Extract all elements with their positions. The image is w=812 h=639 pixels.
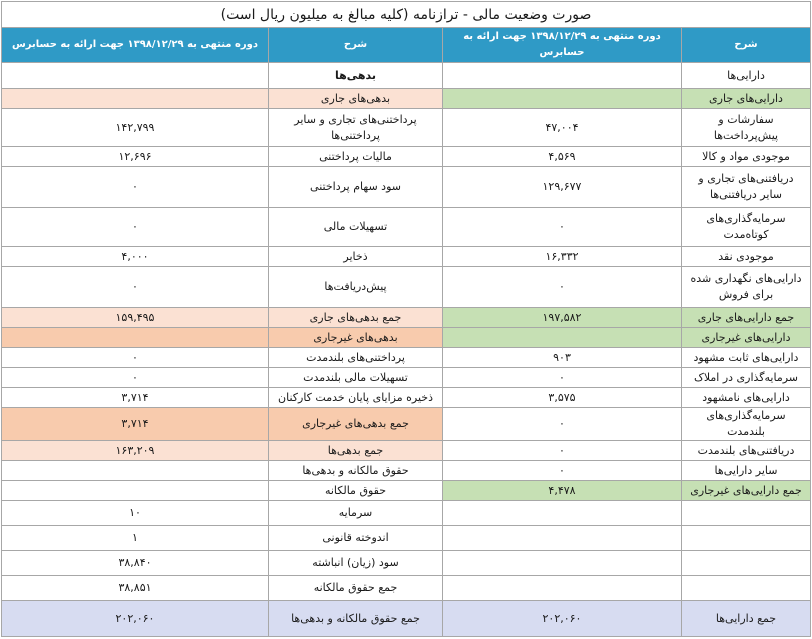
asset-total-value: ۴,۴۷۸	[443, 481, 682, 501]
liab-total-value: ۳,۷۱۴	[2, 408, 269, 441]
asset-label: دارایی‌های ثابت مشهود	[682, 348, 811, 368]
liab-label: مالیات پرداختنی	[269, 147, 443, 167]
asset-value	[443, 328, 682, 348]
liab-value: ۱۴۲,۷۹۹	[2, 109, 269, 147]
liab-equity-grand-total-value: ۲۰۲,۰۶۰	[2, 601, 269, 637]
liab-label: پیش‌دریافت‌ها	[269, 267, 443, 308]
asset-value: ۰	[443, 368, 682, 388]
sheet-title: صورت وضعیت مالی - ترازنامه (کلیه مبالغ به میلیون ریال است)	[2, 2, 811, 28]
liab-label: پرداختنی‌های تجاری و سایر پرداختنی‌ها	[269, 109, 443, 147]
liab-label: حقوق مالکانه	[269, 481, 443, 501]
liab-value: ۳,۷۱۴	[2, 388, 269, 408]
asset-total-label: جمع دارایی‌های جاری	[682, 308, 811, 328]
liab-label: جمع حقوق مالکانه	[269, 576, 443, 601]
asset-label	[682, 526, 811, 551]
liab-label: اندوخته قانونی	[269, 526, 443, 551]
asset-value: ۴,۵۶۹	[443, 147, 682, 167]
liab-equity-grand-total-label: جمع حقوق مالکانه و بدهی‌ها	[269, 601, 443, 637]
asset-value	[443, 576, 682, 601]
liab-total-value: ۱۵۹,۴۹۵	[2, 308, 269, 328]
table-row	[2, 481, 811, 501]
liab-label: ذخایر	[269, 247, 443, 267]
liab-label: بدهی‌ها	[269, 63, 443, 89]
liab-value	[2, 481, 269, 501]
liab-label: تسهیلات مالی بلندمدت	[269, 368, 443, 388]
asset-label	[682, 501, 811, 526]
asset-section-label: دارایی‌های جاری	[682, 89, 811, 109]
table-row	[2, 63, 811, 89]
assets-grand-total-value: ۲۰۲,۰۶۰	[443, 601, 682, 637]
liab-label: سود سهام پرداختنی	[269, 167, 443, 208]
table-row	[2, 167, 811, 208]
asset-value: ۰	[443, 267, 682, 308]
table-row	[2, 109, 811, 147]
liab-value	[2, 328, 269, 348]
liab-value: ۰	[2, 267, 269, 308]
asset-label: موجودی مواد و کالا	[682, 147, 811, 167]
asset-value	[443, 89, 682, 109]
table-row	[2, 368, 811, 388]
asset-value: ۰	[443, 461, 682, 481]
asset-label: دریافتنی‌های تجاری و سایر دریافتنی‌ها	[682, 167, 811, 208]
table-row	[2, 348, 811, 368]
asset-value: ۹۰۳	[443, 348, 682, 368]
asset-value	[443, 551, 682, 576]
liab-desc-header: شرح	[269, 28, 443, 63]
liab-label: سود (زیان) انباشته	[269, 551, 443, 576]
table-row	[2, 388, 811, 408]
assets-period-header: دوره منتهی به ۱۳۹۸/۱۲/۲۹ جهت ارائه به حسابرس	[443, 28, 682, 63]
asset-label: سرمایه‌گذاری‌های بلندمدت	[682, 408, 811, 441]
asset-value: ۰	[443, 408, 682, 441]
liab-value: ۳۸,۸۵۱	[2, 576, 269, 601]
asset-label	[682, 551, 811, 576]
liab-total-label: جمع بدهی‌ها	[269, 441, 443, 461]
table-row	[2, 308, 811, 328]
asset-label: دارایی‌ها	[682, 63, 811, 89]
header-row	[2, 28, 811, 63]
balance-sheet-table	[1, 1, 811, 637]
table-row	[2, 441, 811, 461]
table-row	[2, 576, 811, 601]
liab-value: ۱	[2, 526, 269, 551]
liab-value: ۱۰	[2, 501, 269, 526]
assets-desc-header: شرح	[682, 28, 811, 63]
liab-value: ۰	[2, 348, 269, 368]
table-row	[2, 267, 811, 308]
liab-value	[2, 89, 269, 109]
asset-label: دارایی‌های نامشهود	[682, 388, 811, 408]
liab-value: ۰	[2, 368, 269, 388]
asset-label: سرمایه‌گذاری در املاک	[682, 368, 811, 388]
asset-value: ۱۶,۳۳۲	[443, 247, 682, 267]
table-row	[2, 89, 811, 109]
asset-label	[682, 576, 811, 601]
liab-total-label: جمع بدهی‌های جاری	[269, 308, 443, 328]
asset-label: سرمایه‌گذاری‌های کوتاه‌مدت	[682, 208, 811, 247]
liab-value: ۳۸,۸۴۰	[2, 551, 269, 576]
liab-label: پرداختنی‌های بلندمدت	[269, 348, 443, 368]
asset-label: سفارشات و پیش‌پرداخت‌ها	[682, 109, 811, 147]
table-row	[2, 551, 811, 576]
asset-value: ۰	[443, 441, 682, 461]
asset-total-label: جمع دارایی‌های غیرجاری	[682, 481, 811, 501]
liab-value: ۱۲,۶۹۶	[2, 147, 269, 167]
liab-value: ۴,۰۰۰	[2, 247, 269, 267]
asset-value	[443, 63, 682, 89]
liab-label: سرمایه	[269, 501, 443, 526]
grand-total-row	[2, 601, 811, 637]
asset-label: موجودی نقد	[682, 247, 811, 267]
liab-label: تسهیلات مالی	[269, 208, 443, 247]
asset-value	[443, 526, 682, 551]
asset-total-value: ۱۹۷,۵۸۲	[443, 308, 682, 328]
liab-section-label: بدهی‌های جاری	[269, 89, 443, 109]
liab-section-label: بدهی‌های غیرجاری	[269, 328, 443, 348]
asset-section-label: دارایی‌های غیرجاری	[682, 328, 811, 348]
table-row	[2, 328, 811, 348]
liab-total-label: جمع بدهی‌های غیرجاری	[269, 408, 443, 441]
table-row	[2, 147, 811, 167]
table-row	[2, 408, 811, 441]
liab-value	[2, 63, 269, 89]
liab-period-header: دوره منتهی به ۱۳۹۸/۱۲/۲۹ جهت ارائه به حسابرس	[2, 28, 269, 63]
liab-label: حقوق مالکانه و بدهی‌ها	[269, 461, 443, 481]
table-row	[2, 501, 811, 526]
asset-value: ۴۷,۰۰۴	[443, 109, 682, 147]
asset-label: دریافتنی‌های بلندمدت	[682, 441, 811, 461]
table-row	[2, 461, 811, 481]
asset-label: سایر دارایی‌ها	[682, 461, 811, 481]
asset-value: ۳,۵۷۵	[443, 388, 682, 408]
asset-label: دارایی‌های نگهداری شده برای فروش	[682, 267, 811, 308]
liab-label: ذخیره مزایای پایان خدمت کارکنان	[269, 388, 443, 408]
asset-value: ۰	[443, 208, 682, 247]
liab-total-value: ۱۶۳,۲۰۹	[2, 441, 269, 461]
assets-grand-total-label: جمع دارایی‌ها	[682, 601, 811, 637]
table-row	[2, 526, 811, 551]
liab-value	[2, 461, 269, 481]
liab-value: ۰	[2, 208, 269, 247]
asset-value	[443, 501, 682, 526]
asset-value: ۱۲۹,۶۷۷	[443, 167, 682, 208]
table-row	[2, 208, 811, 247]
table-row	[2, 247, 811, 267]
liab-value: ۰	[2, 167, 269, 208]
title-row	[2, 2, 811, 28]
